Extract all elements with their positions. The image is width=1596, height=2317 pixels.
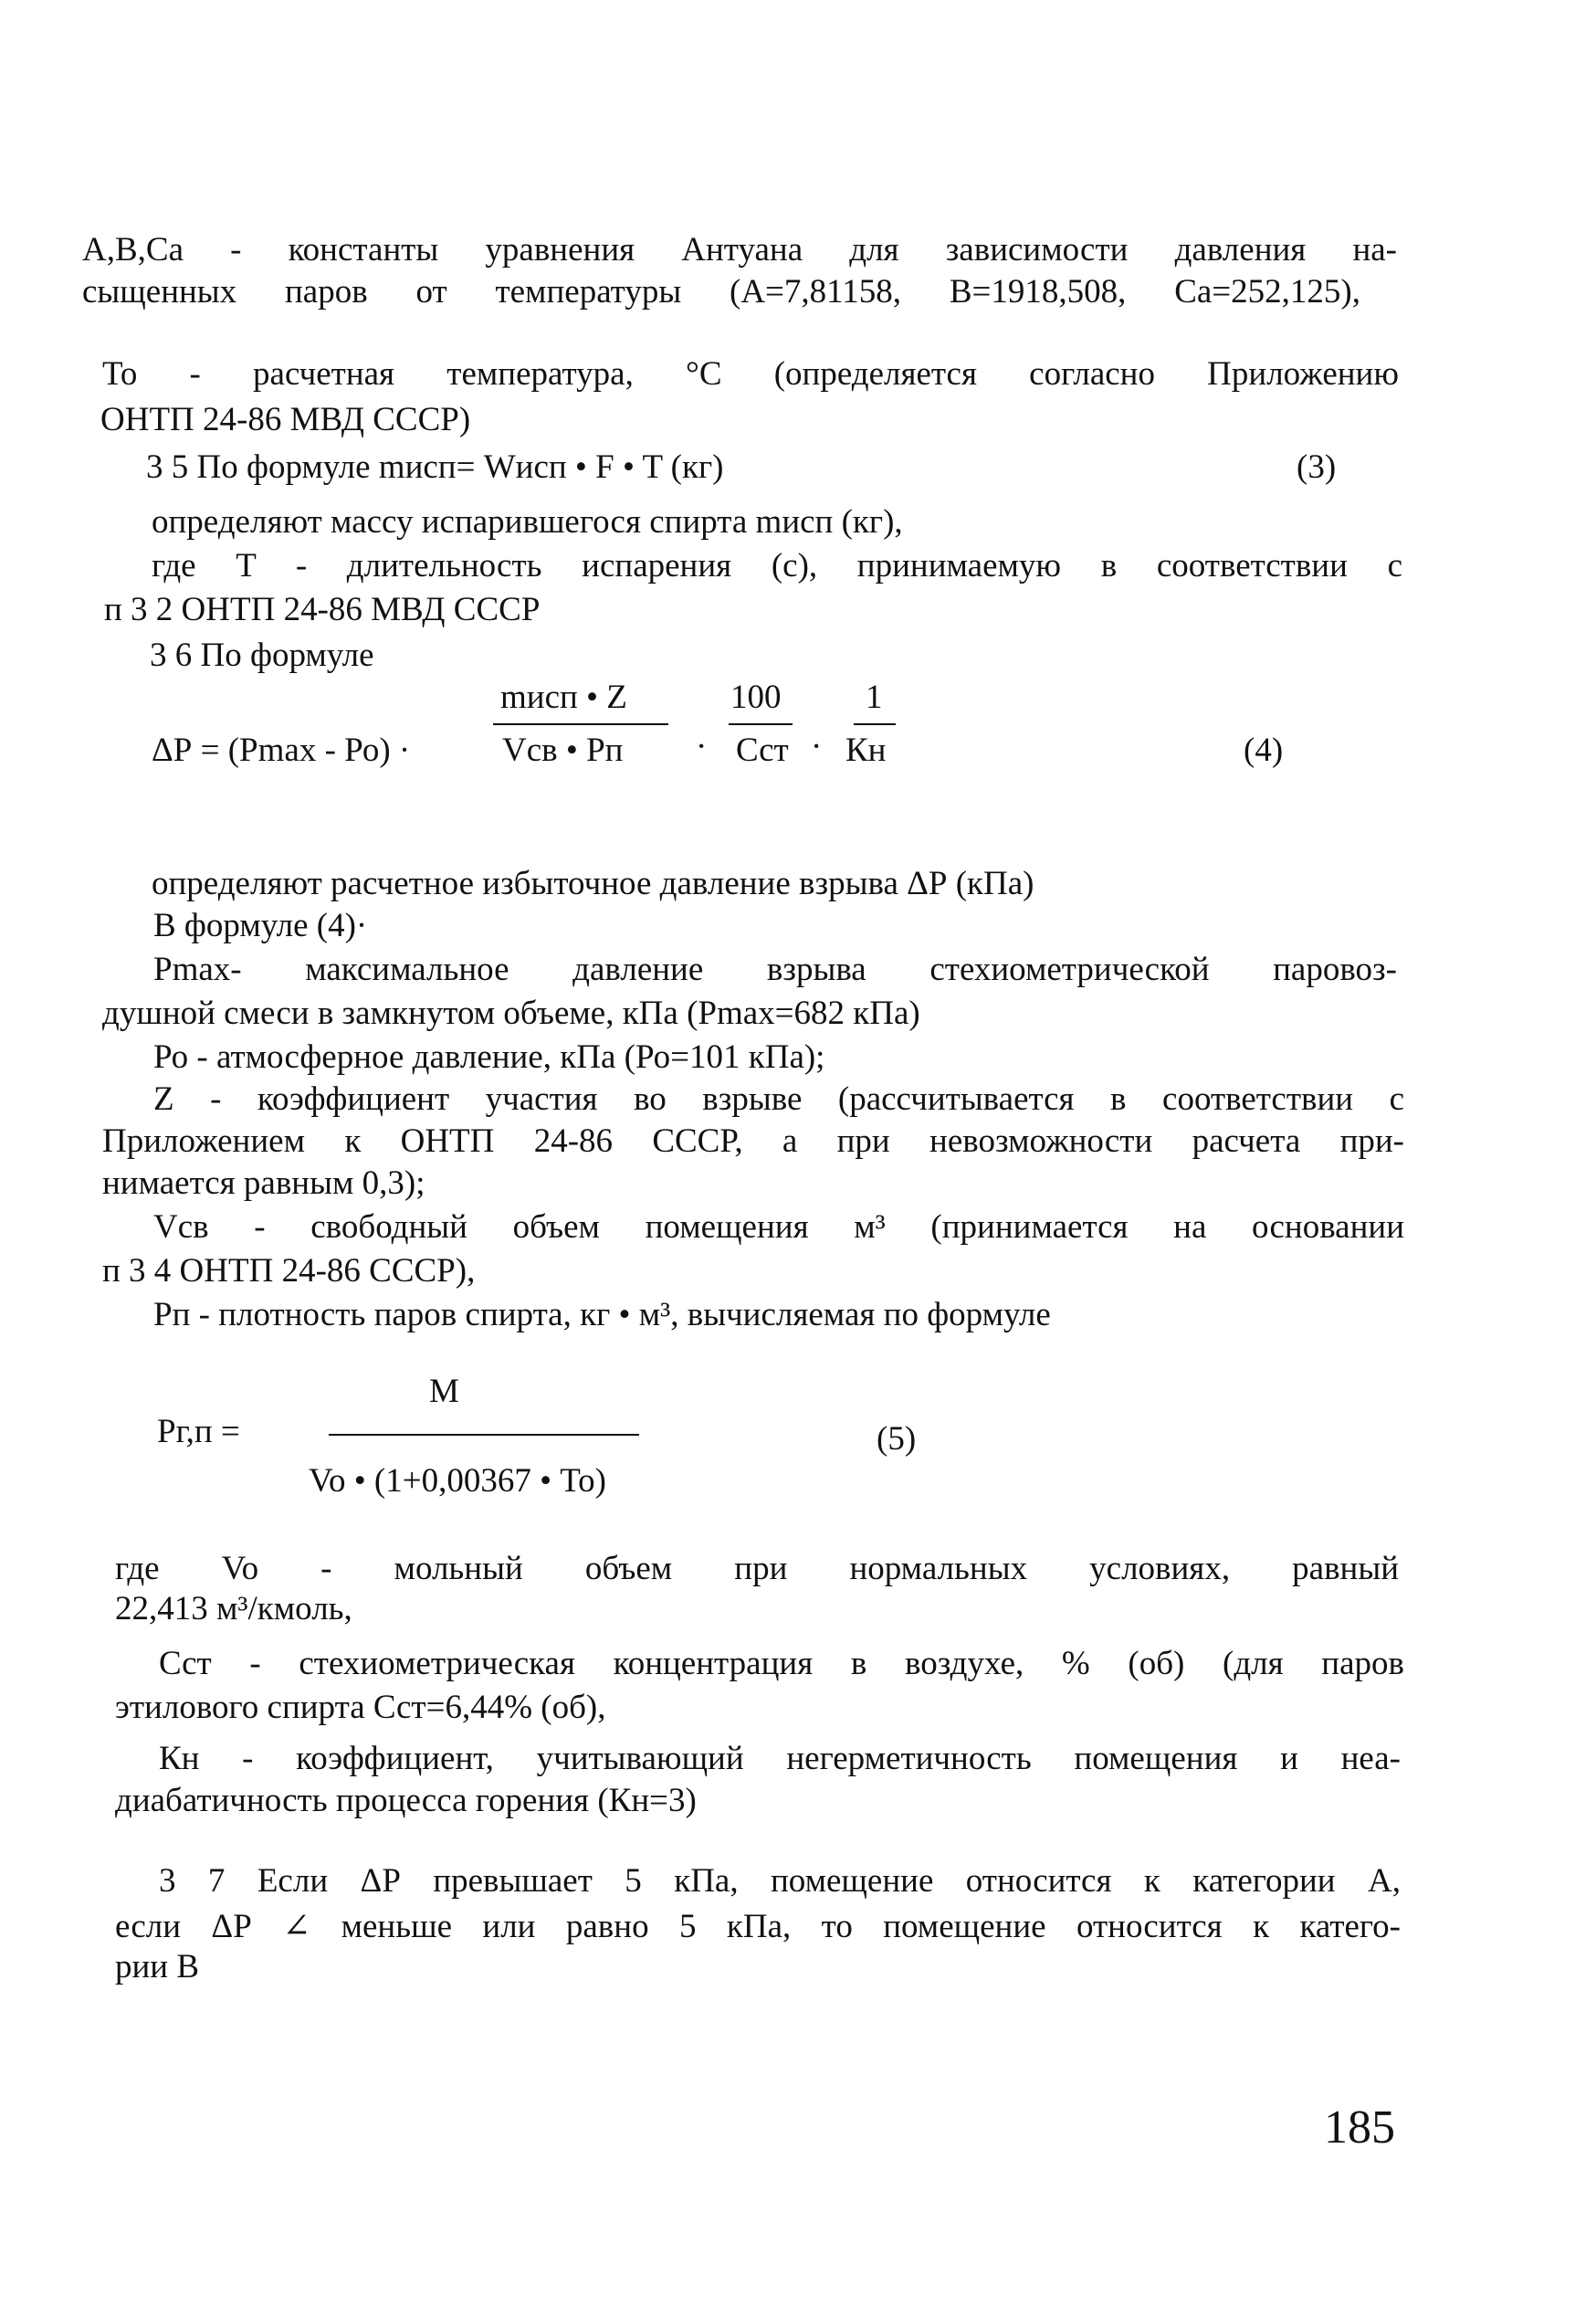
formula-4-num-2: 100 bbox=[730, 679, 782, 716]
kn-line-2: диабатичность процесса горения (Кн=3) bbox=[115, 1782, 697, 1819]
po-line: Ро - атмосферное давление, кПа (Ро=101 кПа); bbox=[153, 1038, 825, 1076]
vsv-line-1: Vсв - свободный объем помещения м³ (принимается на основании bbox=[153, 1208, 1404, 1246]
const-line-1: A,B,Ca - константы уравнения Антуана для зависимости давления на- bbox=[82, 231, 1397, 269]
pressure-line: определяют расчетное избыточное давление взрыва ΔР (кПа) bbox=[152, 865, 1034, 902]
z-line-3: нимается равным 0,3); bbox=[102, 1164, 425, 1202]
z-line-2: Приложением к ОНТП 24-86 СССР, а при невозможности расчета при- bbox=[102, 1122, 1404, 1160]
formula-4-den-2: Сст bbox=[736, 732, 789, 769]
pmax-line-2: душной смеси в замкнутом объеме, кПа (Рmах=682 кПа) bbox=[102, 995, 920, 1032]
vsv-line-2: п 3 4 ОНТП 24-86 СССР), bbox=[102, 1252, 476, 1290]
cst-line-1: Сст - стехиометрическая концентрация в воздухе, % (об) (для паров bbox=[159, 1645, 1404, 1682]
mass-line: определяют массу испарившегося спирта mисп (кг), bbox=[152, 503, 903, 541]
step-3-7-line-3: рии В bbox=[115, 1948, 200, 1985]
formula-4-den-1: Vсв • Рп bbox=[502, 732, 624, 769]
z-line-1: Z - коэффициент участия во взрыве (рассчитывается в соответствии с bbox=[153, 1080, 1404, 1118]
equation-number-4: (4) bbox=[1244, 732, 1284, 769]
step-3-6: 3 6 По формуле bbox=[150, 637, 374, 674]
formula-4-dot-2: · bbox=[811, 728, 823, 765]
formula-4-num-1: mисп • Z bbox=[500, 679, 627, 716]
formula-5-lhs: Рг,п = bbox=[157, 1413, 240, 1450]
formula-5-num: M bbox=[429, 1373, 459, 1410]
step-3-5: 3 5 По формуле mисп= Wисп • F • T (кг) bbox=[146, 448, 724, 486]
const-line-2: сыщенных паров от температуры (A=7,81158, B=1918,508, Ca=252,125), bbox=[82, 273, 1360, 311]
vo-line-1: где Vo - мольный объем при нормальных условиях, равный bbox=[115, 1550, 1399, 1587]
equation-number-3: (3) bbox=[1297, 448, 1337, 486]
formula-4-num-3: 1 bbox=[866, 679, 883, 716]
equation-number-5: (5) bbox=[877, 1420, 917, 1458]
vo-line-2: 22,413 м³/кмоль, bbox=[115, 1590, 352, 1627]
kn-line-1: Кн - коэффициент, учитывающий негерметичность помещения и неа- bbox=[159, 1740, 1401, 1777]
formula-4-den-3: Кн bbox=[845, 732, 887, 769]
pmax-line-1: Рmах- максимальное давление взрыва стехиометрической паровоз- bbox=[153, 951, 1397, 988]
to-line-2: ОНТП 24-86 МВД СССР) bbox=[100, 401, 471, 438]
duration-line-1: где T - длительность испарения (с), принимаемую в соответствии с bbox=[152, 547, 1402, 585]
rp-line: Рп - плотность паров спирта, кг • м³, вычисляемая по формуле bbox=[153, 1296, 1051, 1333]
duration-line-2: п 3 2 ОНТП 24-86 МВД СССР bbox=[104, 591, 541, 628]
formula-5-den: Vo • (1+0,00367 • То) bbox=[309, 1462, 606, 1500]
formula-5-bar bbox=[329, 1434, 639, 1436]
step-3-7-line-1: 3 7 Если ΔР превышает 5 кПа, помещение относится к категории А, bbox=[159, 1862, 1401, 1900]
step-3-7-line-2: если ΔР ∠ меньше или равно 5 кПа, то помещение относится к катего- bbox=[115, 1908, 1401, 1945]
page-number: 185 bbox=[1324, 2101, 1395, 2154]
formula-4-bar-3 bbox=[854, 723, 896, 725]
formula-4-lhs: ΔР = (Рmах - Ро) · bbox=[152, 732, 411, 769]
in-formula-line: В формуле (4)· bbox=[153, 907, 368, 944]
formula-4-dot-1: · bbox=[696, 728, 708, 765]
formula-4-bar-2 bbox=[729, 723, 793, 725]
cst-line-2: этилового спирта Сст=6,44% (об), bbox=[115, 1689, 606, 1726]
to-line-1: То - расчетная температура, °С (определяется согласно Приложению bbox=[102, 355, 1399, 393]
formula-4-bar-1 bbox=[493, 723, 668, 725]
